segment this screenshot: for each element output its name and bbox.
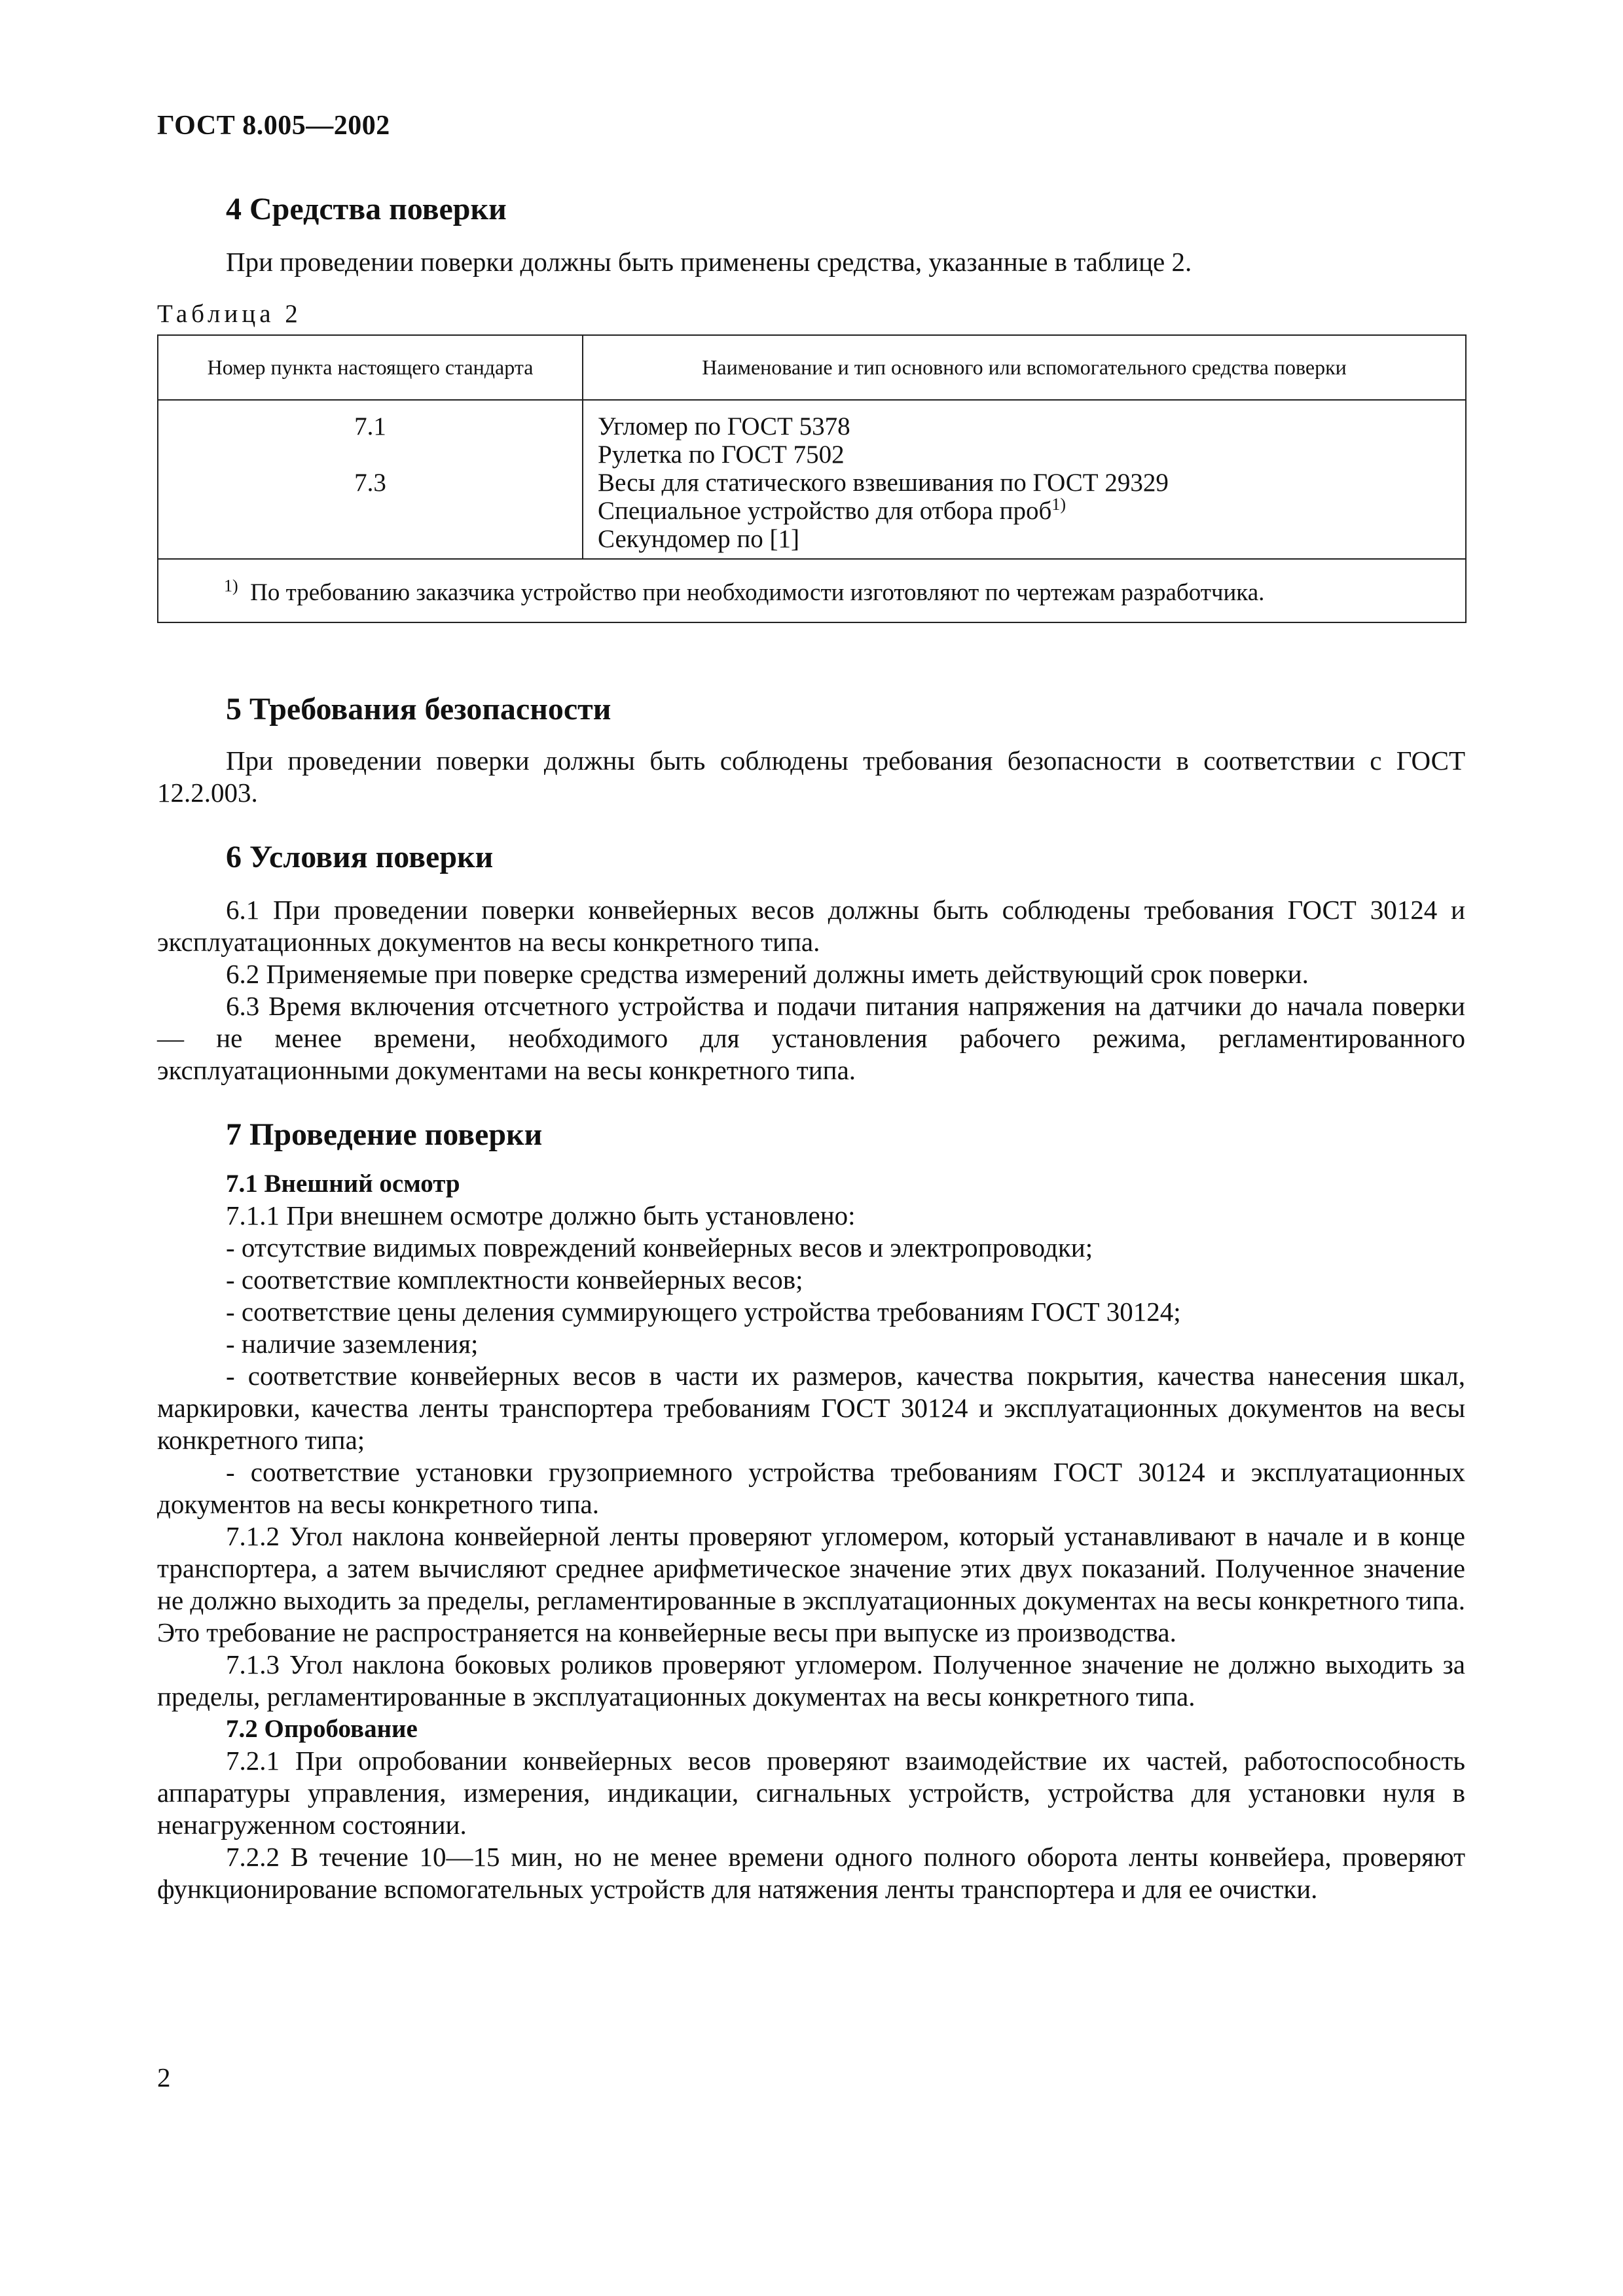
page-content xyxy=(157,190,1465,1905)
instrument-item: Секундомер по [1] xyxy=(598,525,800,553)
list-item: - соответствие комплектности конвейерных весов; xyxy=(226,1265,803,1295)
section-6-title: 6 Условия поверки xyxy=(226,840,494,874)
section-6-2: 6.2 Применяемые при поверке средства измерений должны иметь действующий срок поверки. xyxy=(226,959,1309,989)
table-cell-instruments xyxy=(583,400,1466,559)
instrument-item: Весы для статического взвешивания по ГОСТ 29329 xyxy=(598,469,1169,497)
table-cell-clauses xyxy=(158,400,583,559)
table-caption: Таблица 2 xyxy=(157,300,302,328)
table-header-col2: Наименование и тип основного или вспомогательного средства поверки xyxy=(583,335,1466,400)
section-4-intro: При проведении поверки должны быть применены средства, указанные в таблице 2. xyxy=(226,247,1192,277)
table-footnote: $^{1)}$ По требованию заказчика устройство при необходимости изготовляют по чертежам разработчика. xyxy=(158,559,1466,622)
list-item: - соответствие установки грузоприемного устройства требованиям ГОСТ 30124 и эксплуатационных документов на весы конкретного типа. xyxy=(157,1457,1465,1519)
table-2 xyxy=(157,334,1467,623)
footnote-mark: 1) xyxy=(224,576,238,596)
footnote-ref: 1) xyxy=(1051,495,1067,514)
section-6-1: 6.1 При проведении поверки конвейерных весов должны быть соблюдены требования ГОСТ 30124 и эксплуатационных документов на весы конкретного типа. xyxy=(157,895,1465,957)
instrument-item: Угломер по ГОСТ 5378 xyxy=(598,412,850,440)
subsection-7-1-title: 7.1 Внешний осмотр xyxy=(226,1170,460,1198)
clause-7-1-3: 7.1.3 Угол наклона боковых роликов проверяют угломером. Полученное значение не должно выходить за пределы, регламентированные в эксплуатационных документах на весы конкретного типа. xyxy=(157,1649,1465,1712)
clause-7-1-2: 7.1.2 Угол наклона конвейерной ленты проверяют угломером, который устанавливают в начале и в конце транспортера, а затем вычисляют среднее арифметическое значение этих двух показаний. Полученное значение не должно выходить за пределы, регламентированные в эксплуатационных документах на весы конкретного типа. Это требование не распространяется на конвейерные весы при выпуске из производства. xyxy=(157,1521,1465,1647)
clause-7-2-1: 7.2.1 При опробовании конвейерных весов проверяют взаимодействие их частей, работоспособность аппаратуры управления, измерения, индикации, сигнальных устройств, устройства для установки нуля в ненагруженном состоянии. xyxy=(157,1746,1465,1840)
document-code: ГОСТ 8.005—2002 xyxy=(157,111,390,141)
clause-number: 7.3 xyxy=(354,469,386,497)
clause-number: 7.1 xyxy=(354,412,386,440)
clause-7-2-2: 7.2.2 В течение 10—15 мин, но не менее времени одного полного оборота ленты конвейера, проверяют функционирование вспомогательных устройств для натяжения ленты транспортера и для ее очистки. xyxy=(157,1842,1465,1904)
section-6-3: 6.3 Время включения отсчетного устройства и подачи питания напряжения на датчики до начала поверки — не менее времени, необходимого для установления рабочего режима, регламентированного эксплуатационными документами на весы конкретного типа. xyxy=(157,991,1465,1085)
page-number: 2 xyxy=(157,2062,171,2092)
table-row xyxy=(158,400,1466,559)
subsection-7-2-title: 7.2 Опробование xyxy=(226,1715,418,1743)
clause-7-1-1: 7.1.1 При внешнем осмотре должно быть установлено: xyxy=(226,1200,856,1230)
table-footnote-row xyxy=(158,559,1466,622)
list-item: - наличие заземления; xyxy=(226,1329,479,1359)
list-item: - соответствие цены деления суммирующего устройства требованиям ГОСТ 30124; xyxy=(226,1297,1181,1327)
instrument-item: Специальное устройство для отбора проб$^{1)}$ xyxy=(598,495,1067,525)
section-4-title: 4 Средства поверки xyxy=(226,192,507,226)
instrument-item: Рулетка по ГОСТ 7502 xyxy=(598,440,845,469)
section-7-title: 7 Проведение поверки xyxy=(226,1117,543,1152)
section-5-text: При проведении поверки должны быть соблюдены требования безопасности в соответствии с ГОСТ 12.2.003. xyxy=(157,745,1465,808)
list-item: - соответствие конвейерных весов в части их размеров, качества покрытия, качества нанесения шкал, маркировки, качества ленты транспортера требованиям ГОСТ 30124 и эксплуатационных документов на весы конкретного типа; xyxy=(157,1361,1465,1455)
table-header-col1: Номер пункта настоящего стандарта xyxy=(158,335,583,400)
list-item: - отсутствие видимых повреждений конвейерных весов и электропроводки; xyxy=(226,1232,1093,1263)
section-5-title: 5 Требования безопасности xyxy=(226,692,611,726)
